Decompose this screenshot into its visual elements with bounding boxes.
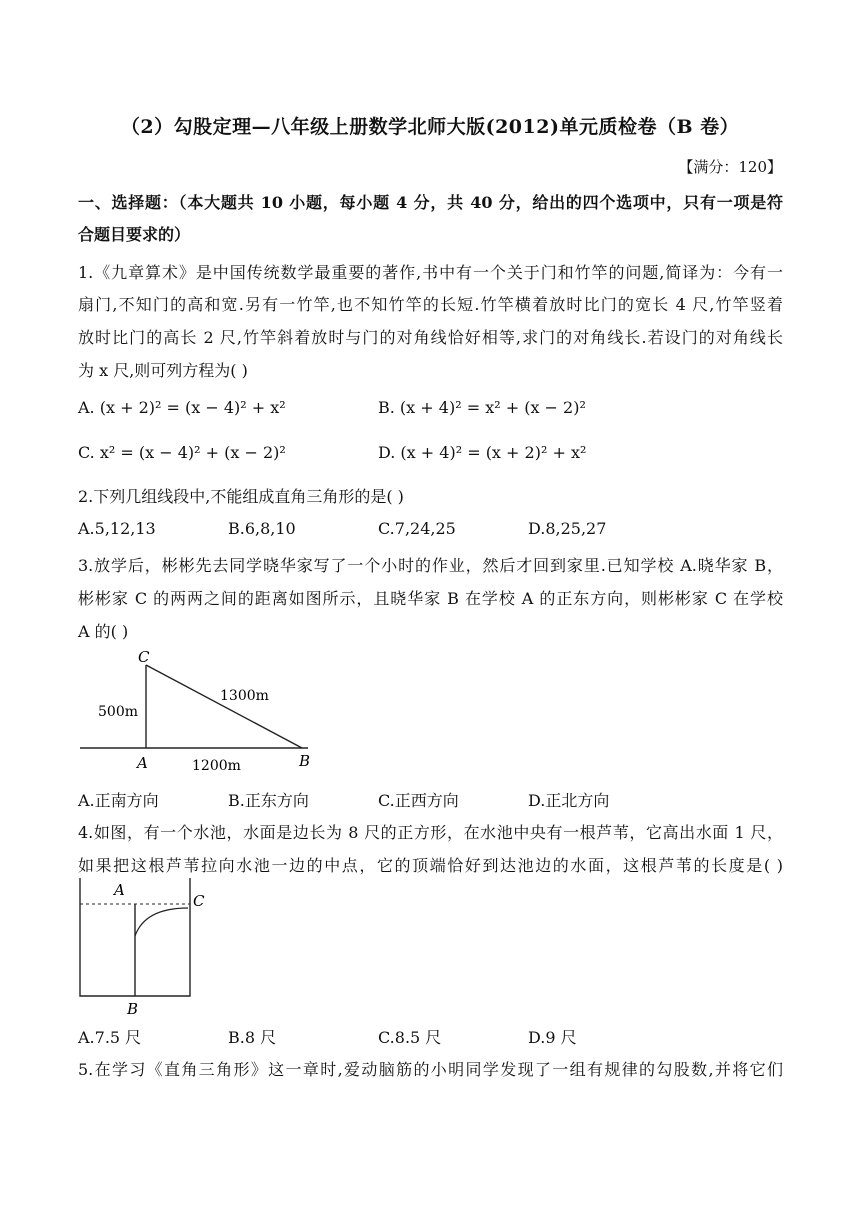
q2-option-c: C.7,24,25: [378, 519, 456, 538]
q3-option-a: A.正南方向: [78, 791, 159, 810]
length-ab: 1200m: [192, 758, 241, 774]
full-score: 【满分：120】: [678, 158, 782, 176]
q2-option-b: B.6,8,10: [228, 519, 296, 538]
q2-option-a: A.5,12,13: [78, 519, 156, 538]
q1-option-b: B. (x + 4)² = x² + (x − 2)²: [378, 398, 586, 417]
q4-option-c: C.8.5 尺: [378, 1028, 442, 1047]
label-a: A: [137, 754, 148, 772]
q4-option-d: D.9 尺: [528, 1028, 577, 1047]
q1-line1: 1.《九章算术》是中国传统数学最重要的著作,书中有一个关于门和竹竿的问题,简译为：今有一: [78, 263, 783, 282]
q3-option-c: C.正西方向: [378, 791, 459, 810]
q4-option-a: A.7.5 尺: [78, 1028, 142, 1047]
q1-option-d: D. (x + 4)² = (x + 2)² + x²: [378, 443, 587, 462]
q3-triangle-figure: [0, 640, 860, 780]
q3-option-d: D.正北方向: [528, 791, 610, 810]
label-c: C: [193, 892, 205, 910]
q4-option-b: B.8 尺: [228, 1028, 277, 1047]
label-c: C: [138, 648, 150, 666]
q1-line2: 扇门,不知门的高和宽.另有一竹竿,也不知竹竿的长短.竹竿横着放时比门的宽长 4 尺,竹竿竖着: [78, 295, 783, 314]
page-title: （2）勾股定理—八年级上册数学北师大版(2012)单元质检卷（B 卷）: [120, 116, 740, 138]
label-a: A: [114, 881, 125, 899]
q3-option-b: B.正东方向: [228, 791, 309, 810]
q4-line1: 4.如图，有一个水池，水面是边长为 8 尺的正方形，在水池中央有一根芦苇，它高出水面 1 尺，: [78, 823, 783, 842]
q4-pond-figure: [0, 878, 860, 1018]
label-b: B: [299, 752, 311, 770]
q5-text: 5.在学习《直角三角形》这一章时,爱动脑筋的小明同学发现了一组有规律的勾股数,并将它们: [78, 1060, 783, 1079]
length-bc: 1300m: [220, 688, 269, 704]
q3-line2: 彬彬家 C 的两两之间的距离如图所示，且晓华家 B 在学校 A 的正东方向，则彬彬家 C 在学校: [78, 589, 783, 608]
q1-line4: 为 x 尺,则可列方程为( ): [78, 361, 248, 380]
q1-line3: 放时比门的高长 2 尺,竹竿斜着放时与门的对角线恰好相等,求门的对角线长.若设门的对角线长: [78, 328, 783, 347]
section-heading-line2: 合题目要求的）: [78, 225, 191, 244]
length-ac: 500m: [98, 704, 138, 720]
q3-line1: 3.放学后，彬彬先去同学晓华家写了一个小时的作业，然后才回到家里.已知学校 A.晓华家 B，: [78, 556, 783, 575]
q2-text: 2.下列几组线段中,不能组成直角三角形的是( ): [78, 487, 404, 506]
q3-line3: A 的( ): [78, 622, 129, 641]
section-heading-line1: 一、选择题：（本大题共 10 小题，每小题 4 分，共 40 分，给出的四个选项中，只有一项是符: [78, 193, 783, 212]
label-b: B: [127, 1000, 139, 1018]
reed-arc: [135, 908, 188, 936]
q1-option-a: A. (x + 2)² = (x − 4)² + x²: [78, 398, 286, 417]
side-bc: [146, 665, 302, 748]
q4-line2: 如果把这根芦苇拉向水池一边的中点，它的顶端恰好到达池边的水面，这根芦苇的长度是( ): [78, 856, 783, 875]
q2-option-d: D.8,25,27: [528, 519, 607, 538]
q1-option-c: C. x² = (x − 4)² + (x − 2)²: [78, 443, 286, 462]
